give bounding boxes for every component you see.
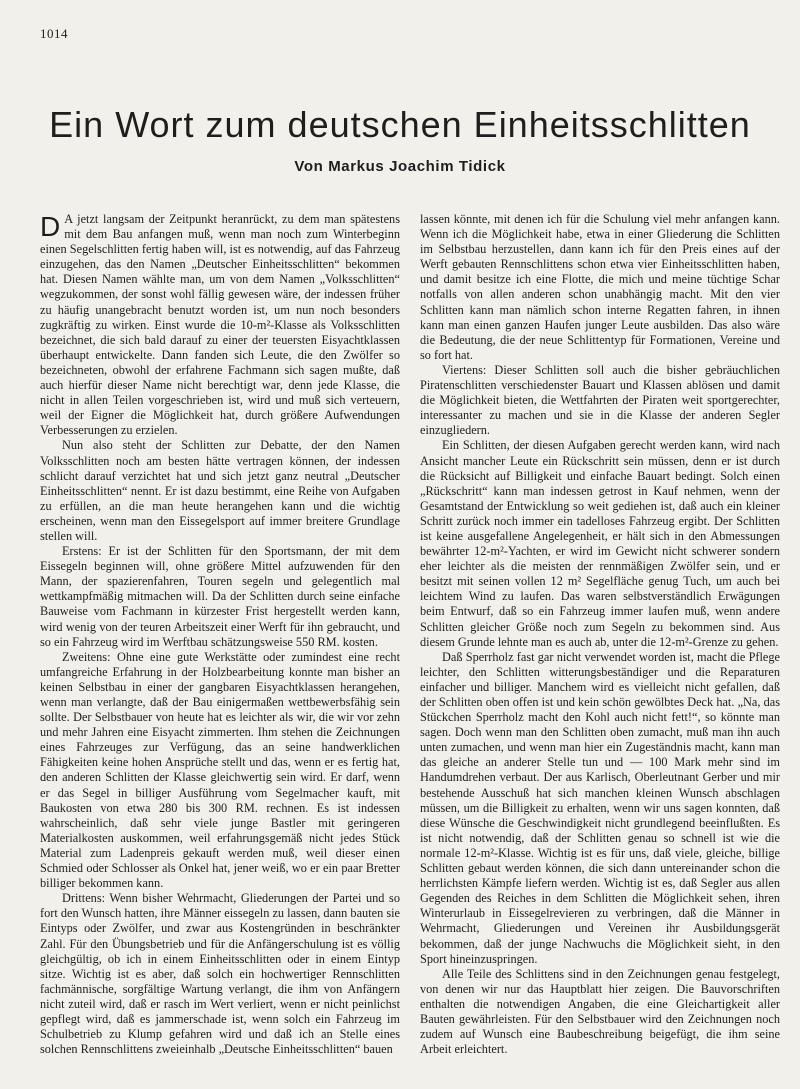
paragraph: Ein Schlitten, der diesen Aufgaben gerecht werden kann, wird nach Ansicht mancher Leute ein Rückschritt sein müssen, denn er ist durch die Rücksicht auf Billigkeit und einfache Bauart bedingt. Solch einen „Rückschritt“ kann man indessen getrost in Kauf nehmen, wenn der Gesamtstand der Entwicklung so weit gediehen ist, daß auch ein kleiner Schritt zurück noch immer ein tadelloses Fahrzeug ergibt. Der Schlitten ist keine ausgefallene Angelegenheit, er hält sich in den Abmessungen bewährter 12-m²-Yachten, er wird im Gewicht nicht schwerer sondern eher leichter als die meisten der rennmäßigen Zwölfer sein, und er besitzt mit seinen vollen 12 m² Segelfläche genug Tuch, um auch bei leichtem Wind zu laufen. Das waren selbstverständlich Erwägungen beim Entwurf, daß so ein Fahrzeug immer laufen muß, wenn andere Schlitten gleicher Größe noch zum Segeln zu bekommen sind. Aus diesem Grunde lehnte man es auch ab, unter die 12-m²-Grenze zu gehen.: [420, 438, 780, 649]
paragraph: Zweitens: Ohne eine gute Werkstätte oder zumindest eine recht umfangreiche Erfahrung in der Holzbearbeitung konnte man bisher an keinen Selbstbau in einer der gangbaren Eisyachtklassen herangehen, wenn man verlangte, daß der Bau einigermaßen wettbewerbsfähig sein sollte. Der Selbstbauer von heute hat es leichter als wir, die wir vor zehn und mehr Jahren eine Eisyacht zimmerten. Ihm stehen die Zeichnungen eines Fahrzeuges zur Verfügung, das an seine handwerklichen Fähigkeiten keine hohen Ansprüche stellt und das, wenn er es fertig hat, den anderen Schlitten der Klasse gleichwertig sein wird. Er darf, wenn er das Segel in billiger Ausführung vom Segelmacher kauft, mit Baukosten von etwa 280 bis 300 RM. rechnen. Es ist indessen wahrscheinlich, daß sehr viele junge Bastler mit geringeren Materialkosten auskommen, weil erfahrungsgemäß nicht jedes Stück Material zum Ladenpreis gekauft werden muß, weil dieser einen Schmied oder Schlosser als Onkel hat, jener weiß, wo er ein paar Bretter billiger bekommen kann.: [40, 649, 400, 891]
paragraph: Alle Teile des Schlittens sind in den Zeichnungen genau festgelegt, von denen wir nur das Hauptblatt hier zeigen. Die Bauvorschriften enthalten die notwendigen Angaben, die eine Gleichartigkeit aller Bauten gewährleisten. Für den Selbstbauer wird den Zeichnungen noch zudem auf Wunsch eine Baubeschreibung beigefügt, die ihm seine Arbeit erleichtert.: [420, 966, 780, 1057]
paragraph: Viertens: Dieser Schlitten soll auch die bisher gebräuchlichen Piratenschlitten verschiedenster Bauart und Klassen ablösen und damit die Möglichkeit bieten, die Wettfahrten der Piraten weit sportgerechter, interessanter zu machen und sie in die Klasse der anderen Segler einzugliedern.: [420, 362, 780, 438]
paragraph: lassen könnte, mit denen ich für die Schulung viel mehr anfangen kann. Wenn ich die Möglichkeit habe, etwa in einer Gliederung die Schlitten im Selbstbau herzustellen, dann kann ich für den Preis eines auf der Werft gebauten Rennschlittens schon etwa vier Einheitsschlitten haben, und damit besitze ich eine Flotte, die mich und meine tüchtige Schar notfalls von allen anderen schon unabhängig macht. Mit den vier Schlitten kann man nämlich schon interne Regatten fahren, in ihnen kann man einen ganzen Haufen junger Leute ausbilden. Das also wäre die Bedeutung, die der neue Schlittentyp für Formationen, Vereine und so fort hat.: [420, 212, 780, 362]
drop-cap: D: [40, 211, 61, 242]
paragraph: Nun also steht der Schlitten zur Debatte, der den Namen Volksschlitten noch am besten hätte vertragen können, der indessen schlicht darauf verzichtet hat und sich jetzt ganz neutral „Deutscher Einheitsschlitten“ nennt. Er ist dazu bestimmt, eine Reihe von Aufgaben zu erfüllen, an die man heute herangehen kann und die wichtig erscheinen, wenn man den Eissegelsport auf immer breitere Grundlage stellen will.: [40, 438, 400, 543]
article-title: Ein Wort zum deutschen Einheitsschlitten: [49, 104, 751, 145]
paragraph: D A jetzt langsam der Zeitpunkt heranrückt, zu dem man spätestens mit dem Bau anfangen muß, wenn man noch zum Winterbeginn einen Segelschlitten fertig haben will, ist es notwendig, auf das Fahrzeug einzugehen, das den Namen „Deutscher Einheitsschlitten“ bekommen hat. Diesen Namen wählte man, um von dem Namen „Volksschlitten“ wegzukommen, der sonst wohl fällig gewesen wäre, der indessen früher zu häufig unangebracht benutzt worden ist, um nun noch besonders zugkräftig zu wirken. Einst wurde die 10-m²-Klasse als Volksschlitten bezeichnet, die sich bald darauf zu einer der teuersten Eisyachtklassen überhaupt entwickelte. Dann fanden sich Leute, die den Zwölfer so bezeichneten, obwohl der erfahrene Fachmann sich sagen mußte, daß auch hierfür dieser Name nicht berechtigt war, denn jede Klasse, die nicht in allen Teilen vorgeschrieben ist, wird und muß sich verteuern, weil der Eigner die Möglichkeit hat, durch größere Aufwendungen Verbesserungen zu erzielen.: [40, 211, 400, 438]
article-author: Von Markus Joachim Tidick: [294, 158, 506, 175]
paragraph: Daß Sperrholz fast gar nicht verwendet worden ist, macht die Pflege leichter, den Schlitten witterungsbeständiger und die Reparaturen einfacher und billiger. Manchem wird es vielleicht nicht gefallen, daß der Schlitten oben offen ist und kein schön gewölbtes Deck hat. „Na, das Stückchen Sperrholz macht den Kohl auch nicht fett!“, so könnte man sagen. Doch wenn man den Schlitten oben zumacht, muß man ihn auch unten zumachen, und wenn man hier ein Zugeständnis macht, kann man das gleiche an anderer Stelle tun und — 100 Mark mehr sind im Handumdrehen verbaut. Der aus Karlisch, Oberleutnant Gerber und mir bestehende Ausschuß hat sich manchen kleinen Wunsch abschlagen müssen, um die Billigkeit zu erhalten, wenn wir uns sagen konnten, daß diese Wünsche die Geschwindigkeit nicht grundlegend beeinflußten. Es ist nicht notwendig, daß der Schlitten genau so schnell ist wie die normale 12-m²-Klasse. Wichtig ist es für uns, daß viele, gleiche, billige Schlitten gebaut werden können, die sich dann untereinander schon die herrlichsten Kämpfe liefern werden. Wichtig ist es, daß Segler aus allen Gegenden des Reiches in dem Schlitten die Möglichkeit sehen, ihren Winterurlaub in Eissegelrevieren zu verbringen, daß die Männer in Wehrmacht, Gliederungen und Vereinen ihr Ausbildungsgerät bekommen, daß der junge Nachwuchs die Möglichkeit sieht, in den Sport hineinzuspringen.: [420, 649, 780, 966]
left-column: [40, 212, 400, 1057]
right-column: [420, 212, 780, 1057]
paragraph: Erstens: Er ist der Schlitten für den Sportsmann, der mit dem Eissegeln beginnen will, ohne größere Mittel aufzuwenden für den Mann, der spazierenfahren, Touren segeln und gelegentlich mal wettkampfmäßig mitmachen will. Da der Schlitten durch seine einfache Bauweise vom Fachmann in kürzester Frist hergestellt werden kann, wird wenig von der teuren Arbeitszeit einer Werft für ihn gebraucht, und so ein Fahrzeug wird im Werftbau schätzungsweise 550 RM. kosten.: [40, 544, 400, 649]
paragraph: Drittens: Wenn bisher Wehrmacht, Gliederungen der Partei und so fort den Wunsch hatten, ihre Männer eissegeln zu lassen, dann bauten sie Eintyps oder Zwölfer, und zwar aus Kostengründen in beschränkter Zahl. Für den Übungsbetrieb und für die Anfängerschulung ist es völlig gleichgültig, ob ich in einem Einheitsschlitten oder in einem Eintyp sitze. Wichtig ist es aber, daß solch ein hochwertiger Rennschlitten fachmännische, sorgfältige Wartung verlangt, die ihm von Anfängern nicht zuteil wird, daß er rasch im Wert verliert, wenn er nicht peinlichst gepflegt wird, daß es jammerschade ist, wenn solch ein Fahrzeug im Schulbetrieb zu Klump gefahren wird und daß ich an Stelle eines solchen Rennschlittens zweieinhalb „Deutsche Einheitsschlitten“ bauen: [40, 891, 400, 1057]
page-number: 1014: [40, 26, 68, 41]
